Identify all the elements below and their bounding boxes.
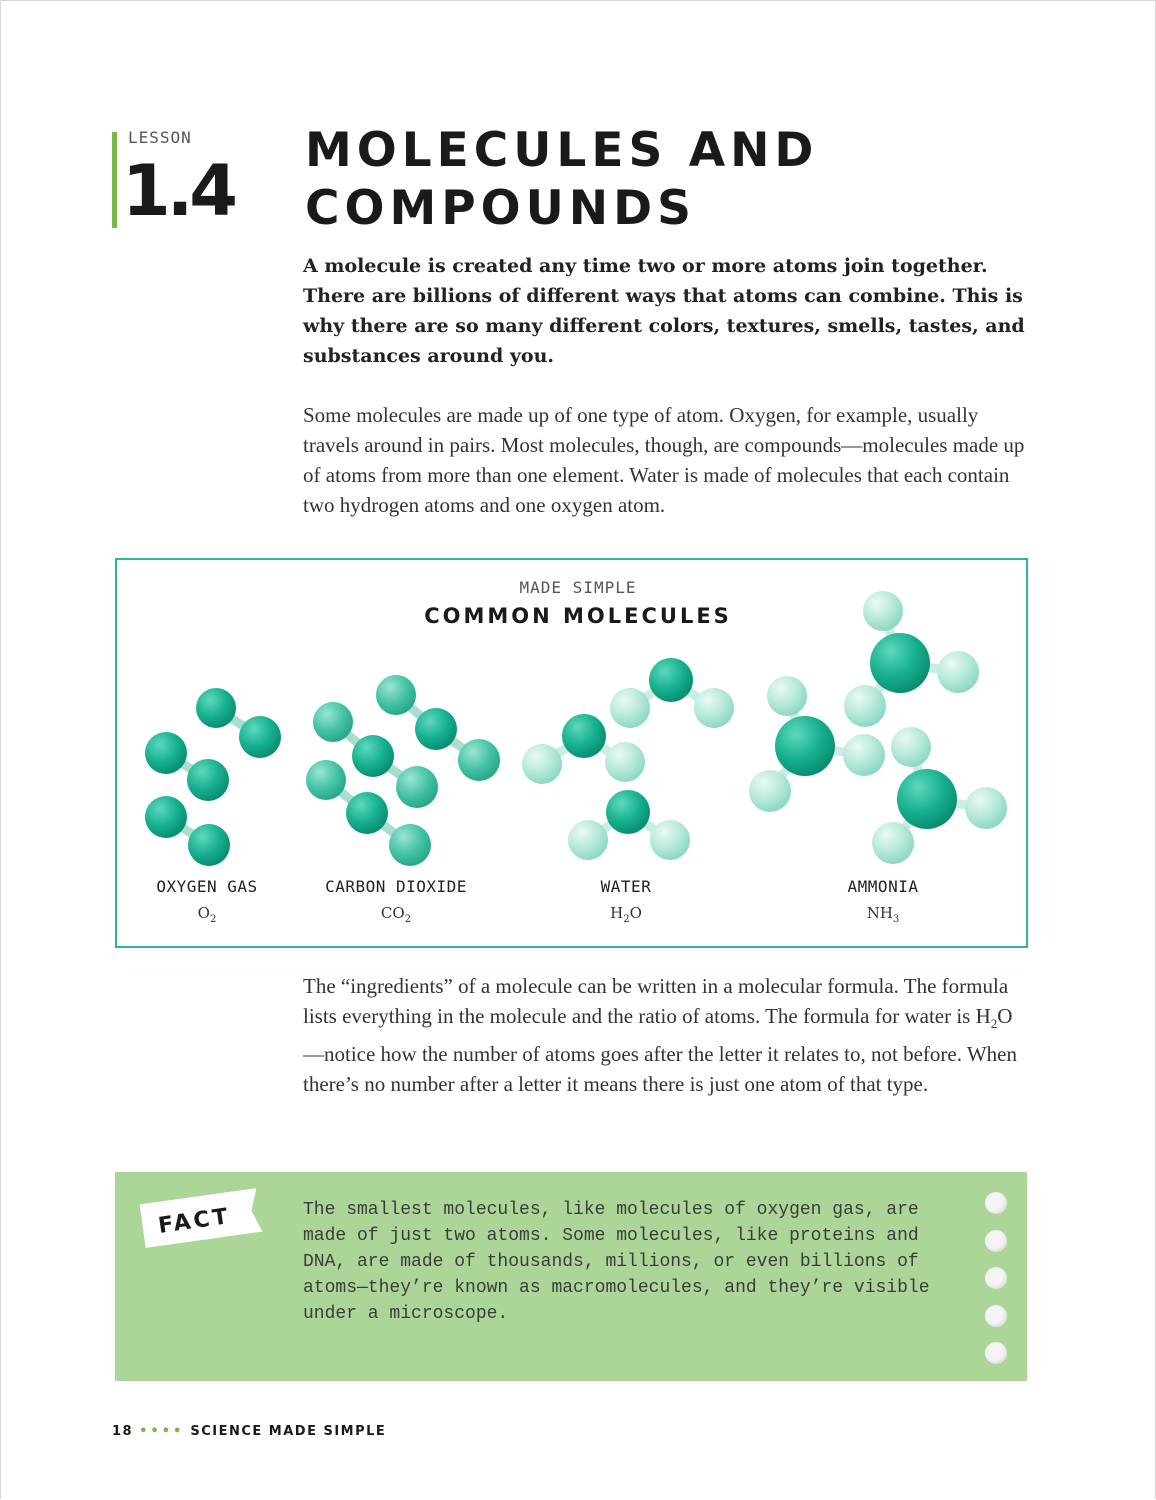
nitrogen-atom: [775, 716, 835, 776]
body-paragraph-2: The “ingredients” of a molecule can be written in a molecular formula. The formula lists everything in the molecule and the ratio of atoms. The formula for water is $H_2O—notice$ how the number of atoms goes after the letter it relates to, not before. When there’s no number after a letter it means there is just one atom of that type.: [303, 974, 1017, 1097]
molecule-formula-carbon-dioxide: $CO_2$: [380, 904, 412, 925]
ammonia-hydrogen-atom: [749, 770, 791, 812]
hydrogen-atom: [650, 820, 690, 860]
lesson-label: LESSON: [128, 128, 192, 147]
decorative-dot: [985, 1305, 1007, 1327]
intro-paragraph: A molecule is created any time two or more atoms join together. There are billions of different ways that atoms can combine. This is why there are so many different colors, textures, smells, tastes, and substances around you.: [303, 255, 1025, 367]
molecule-formula-ammonia: $NH_3$: [866, 904, 900, 925]
title-line-2: COMPOUNDS: [305, 181, 696, 236]
nitrogen-atom: [897, 769, 957, 829]
hydrogen-atom: [522, 744, 562, 784]
carbon-atom: [352, 735, 394, 777]
ammonia-hydrogen-atom: [872, 822, 914, 864]
ammonia-hydrogen-atom: [767, 676, 807, 716]
lesson-number: 1.4: [122, 150, 235, 232]
oxygen-atom: [145, 732, 187, 774]
carbon-atom: [415, 708, 457, 750]
body-paragraph-1: Some molecules are made up of one type of atom. Oxygen, for example, usually travels around in pairs. Most molecules, though, are compounds—molecules made up of atoms from more than one element. Water is made of molecules that each contain two hydrogen atoms and one oxygen atom.: [303, 403, 1025, 517]
ammonia-hydrogen-atom: [863, 591, 903, 631]
nitrogen-atom: [870, 633, 930, 693]
ammonia-hydrogen-atom: [843, 734, 885, 776]
decorative-dot: [985, 1342, 1007, 1364]
carbon-dioxide-oxygen-atom: [458, 739, 500, 781]
oxygen-atom: [145, 796, 187, 838]
decorative-dot: [985, 1267, 1007, 1289]
carbon-dioxide-oxygen-atom: [389, 824, 431, 866]
hydrogen-atom: [568, 820, 608, 860]
decorative-dot: [985, 1230, 1007, 1252]
made-simple-kicker: MADE SIMPLE: [519, 578, 637, 597]
molecule-formula-oxygen-gas: $O_2$: [197, 904, 217, 925]
fact-tag-label: FACT: [156, 1204, 233, 1239]
water-oxygen-atom: [649, 658, 693, 702]
made-simple-title: COMMON MOLECULES: [424, 604, 732, 628]
footer-dots: ••••: [139, 1424, 185, 1439]
hydrogen-atom: [605, 742, 645, 782]
oxygen-atom: [196, 688, 236, 728]
water-oxygen-atom: [606, 790, 650, 834]
carbon-dioxide-oxygen-atom: [313, 702, 353, 742]
page-footer: [112, 1424, 386, 1439]
carbon-dioxide-oxygen-atom: [396, 766, 438, 808]
molecule-formula-water: $H_2O$: [610, 904, 642, 925]
molecule-name-oxygen-gas: OXYGEN GAS: [156, 877, 258, 896]
ammonia-hydrogen-atom: [937, 651, 979, 693]
fact-text: The smallest molecules, like molecules of oxygen gas, are made of just two atoms. Some molecules, like proteins and DNA, are made of thousands, millions, or even billions of atoms—they’re known as macromolecules, and they’re visible under a microscope.: [303, 1200, 930, 1324]
page-number: 18: [112, 1424, 134, 1439]
molecule-name-water: WATER: [600, 877, 652, 896]
oxygen-atom: [188, 824, 230, 866]
hydrogen-atom: [694, 688, 734, 728]
molecule-name-carbon-dioxide: CARBON DIOXIDE: [325, 877, 467, 896]
carbon-dioxide-oxygen-atom: [306, 760, 346, 800]
water-oxygen-atom: [562, 714, 606, 758]
carbon-atom: [346, 792, 388, 834]
molecule-name-ammonia: AMMONIA: [847, 877, 919, 896]
carbon-dioxide-oxygen-atom: [376, 675, 416, 715]
book-title: SCIENCE MADE SIMPLE: [190, 1424, 387, 1439]
ammonia-hydrogen-atom: [965, 787, 1007, 829]
hydrogen-atom: [610, 688, 650, 728]
fact-dots: [985, 1192, 1007, 1380]
oxygen-atom: [239, 716, 281, 758]
title-line-1: MOLECULES AND: [305, 123, 819, 178]
decorative-dot: [985, 1192, 1007, 1214]
ammonia-hydrogen-atom: [844, 685, 886, 727]
ammonia-hydrogen-atom: [891, 727, 931, 767]
oxygen-atom: [187, 759, 229, 801]
